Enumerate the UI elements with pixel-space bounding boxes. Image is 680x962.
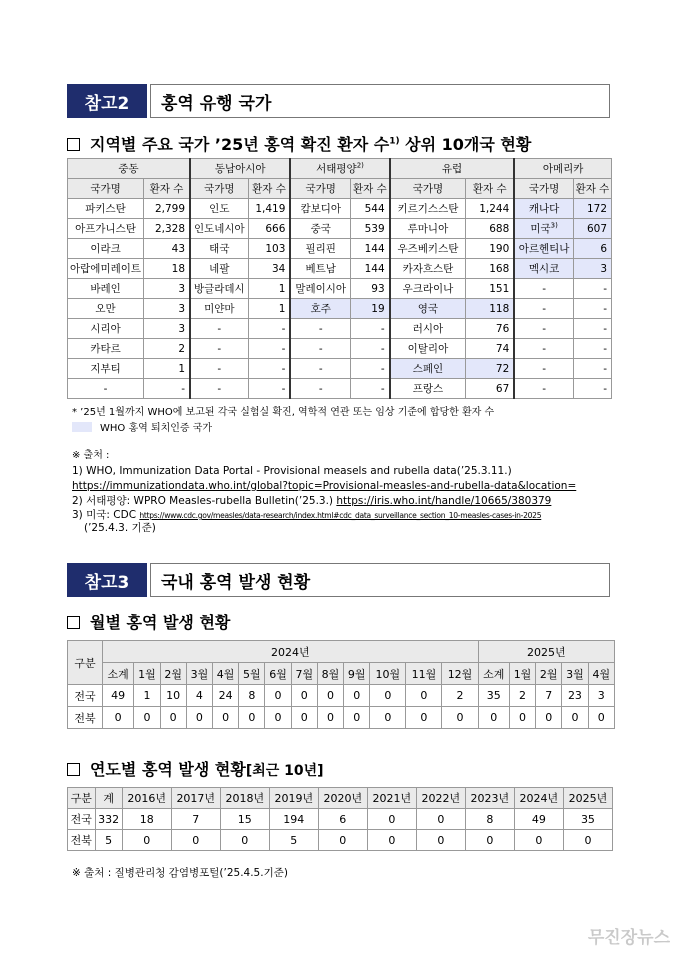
country-name: 필리핀 bbox=[290, 239, 350, 259]
month-header: 9월 bbox=[344, 663, 370, 685]
country-name: 미국$^{3)}$ bbox=[514, 219, 573, 239]
patient-count: 151 bbox=[466, 279, 515, 299]
case-count: 0 bbox=[160, 707, 186, 729]
country-name: 우즈베키스탄 bbox=[390, 239, 466, 259]
case-count: 15 bbox=[220, 809, 269, 830]
case-count: 0 bbox=[344, 707, 370, 729]
country-name: - bbox=[290, 359, 350, 379]
region-label: 전국 bbox=[68, 809, 96, 830]
year-header-row bbox=[68, 641, 615, 663]
case-count: 35 bbox=[563, 809, 612, 830]
country-name: 캐나다 bbox=[514, 199, 573, 219]
region-top10-table bbox=[67, 158, 612, 399]
case-count: 194 bbox=[269, 809, 318, 830]
country-name: 아랍에미레이트 bbox=[68, 259, 144, 279]
year-header: 구분 bbox=[68, 788, 96, 809]
country-name: - bbox=[190, 379, 248, 399]
case-count: 0 bbox=[416, 809, 465, 830]
year-header: 2019년 bbox=[269, 788, 318, 809]
patient-count: 76 bbox=[466, 319, 515, 339]
source-3-url[interactable]: https://www.cdc.gov/measles/data-research/index.html#cdc_data_surveillance_section_10-measles-cases-in-2025 bbox=[139, 511, 542, 520]
patient-count: 118 bbox=[466, 299, 515, 319]
country-name: 스페인 bbox=[390, 359, 466, 379]
case-count: 0 bbox=[317, 685, 343, 707]
table-row bbox=[68, 339, 612, 359]
patient-count: 168 bbox=[466, 259, 515, 279]
country-name: 프랑스 bbox=[390, 379, 466, 399]
case-count: 1 bbox=[134, 685, 160, 707]
source-2-url[interactable]: https://iris.who.int/handle/10665/380379 bbox=[336, 495, 552, 507]
case-count: 18 bbox=[122, 809, 171, 830]
monthly-table bbox=[67, 640, 615, 729]
country-name: - bbox=[514, 379, 573, 399]
patient-count: - bbox=[573, 319, 611, 339]
patient-count: 74 bbox=[466, 339, 515, 359]
patient-count: - bbox=[351, 359, 390, 379]
case-count: 0 bbox=[514, 830, 563, 851]
year-header: 2016년 bbox=[122, 788, 171, 809]
region-header: 서태평양$^{2)}$ bbox=[290, 159, 389, 179]
case-count: 8 bbox=[239, 685, 265, 707]
col-count-header: 환자 수 bbox=[466, 179, 515, 199]
country-name: 캄보디아 bbox=[290, 199, 350, 219]
year-header: 2017년 bbox=[171, 788, 220, 809]
legend-swatch bbox=[72, 422, 92, 432]
country-name: 오만 bbox=[68, 299, 144, 319]
case-count: 0 bbox=[370, 685, 406, 707]
region-label: 전국 bbox=[68, 685, 103, 707]
country-name: - bbox=[514, 359, 573, 379]
source-1-url[interactable]: https://immunizationdata.who.int/global?topic=Provisional-measles-and-rubella-data&location= bbox=[72, 480, 577, 492]
country-name: 호주 bbox=[290, 299, 350, 319]
month-header: 1월 bbox=[134, 663, 160, 685]
table-row bbox=[68, 239, 612, 259]
patient-count: 1 bbox=[248, 299, 290, 319]
patient-count: 3 bbox=[144, 319, 190, 339]
section3-title: 연도별 홍역 발생 현황[최근 10년] bbox=[67, 757, 324, 780]
note-star: * ’25년 1월까지 WHO에 보고된 각국 실험실 확진, 역학적 연관 또는 임상 기준에 합당한 환자 수 bbox=[72, 407, 495, 418]
patient-count: - bbox=[351, 339, 390, 359]
case-count: 0 bbox=[213, 707, 239, 729]
case-count: 0 bbox=[186, 707, 212, 729]
case-count: 0 bbox=[536, 707, 562, 729]
table-row bbox=[68, 830, 613, 851]
table-row bbox=[68, 199, 612, 219]
ref3-title: 국내 홍역 발생 현황 bbox=[150, 563, 610, 597]
case-count: 0 bbox=[171, 830, 220, 851]
region-header: 아메리카 bbox=[514, 159, 611, 179]
country-name: 태국 bbox=[190, 239, 248, 259]
patient-count: 3 bbox=[144, 279, 190, 299]
case-count: 5 bbox=[95, 830, 122, 851]
case-count: 0 bbox=[239, 707, 265, 729]
case-count: 0 bbox=[134, 707, 160, 729]
ref2-title: 홍역 유행 국가 bbox=[150, 84, 610, 118]
month-header: 6월 bbox=[265, 663, 291, 685]
column-header-row bbox=[68, 179, 612, 199]
patient-count: 2,799 bbox=[144, 199, 190, 219]
region-header: 유럽 bbox=[390, 159, 515, 179]
case-count: 0 bbox=[416, 830, 465, 851]
patient-count: 2,328 bbox=[144, 219, 190, 239]
case-count: 0 bbox=[344, 685, 370, 707]
patient-count: - bbox=[248, 319, 290, 339]
col-country-header: 국가명 bbox=[190, 179, 248, 199]
patient-count: 34 bbox=[248, 259, 290, 279]
patient-count: 144 bbox=[351, 239, 390, 259]
country-name: 베트남 bbox=[290, 259, 350, 279]
case-count: 0 bbox=[563, 830, 612, 851]
month-header: 8월 bbox=[317, 663, 343, 685]
patient-count: - bbox=[351, 319, 390, 339]
patient-count: 43 bbox=[144, 239, 190, 259]
country-name: - bbox=[68, 379, 144, 399]
case-count: 23 bbox=[562, 685, 588, 707]
country-name: 말레이시아 bbox=[290, 279, 350, 299]
case-count: 0 bbox=[103, 707, 134, 729]
patient-count: 1 bbox=[144, 359, 190, 379]
patient-count: - bbox=[573, 339, 611, 359]
year-header-row bbox=[68, 788, 613, 809]
year-2024-header: 2024년 bbox=[103, 641, 479, 663]
patient-count: 67 bbox=[466, 379, 515, 399]
patient-count: 144 bbox=[351, 259, 390, 279]
region-header: 동남아시아 bbox=[190, 159, 290, 179]
country-name: 우크라이나 bbox=[390, 279, 466, 299]
patient-count: - bbox=[351, 379, 390, 399]
source-label: ※ 출처 : bbox=[72, 450, 110, 461]
month-header: 10월 bbox=[370, 663, 406, 685]
patient-count: - bbox=[248, 379, 290, 399]
case-count: 332 bbox=[95, 809, 122, 830]
case-count: 5 bbox=[269, 830, 318, 851]
patient-count: 190 bbox=[466, 239, 515, 259]
case-count: 0 bbox=[317, 707, 343, 729]
patient-count: - bbox=[144, 379, 190, 399]
country-name: 파키스탄 bbox=[68, 199, 144, 219]
patient-count: - bbox=[248, 359, 290, 379]
case-count: 35 bbox=[478, 685, 509, 707]
table-row bbox=[68, 809, 613, 830]
ref2-badge: 참고2 bbox=[67, 84, 147, 118]
source-3: 3) 미국: CDC https://www.cdc.gov/measles/data-research/index.html#cdc_data_surveillance_section_10-measles-cases-in-2025 bbox=[72, 509, 542, 521]
case-count: 0 bbox=[588, 707, 614, 729]
case-count: 0 bbox=[478, 707, 509, 729]
case-count: 0 bbox=[265, 685, 291, 707]
case-count: 0 bbox=[220, 830, 269, 851]
source-2: 2) 서태평양: WPRO Measles-rubella Bulletin(’25.3.) https://iris.who.int/handle/10665/380379 bbox=[72, 495, 552, 507]
case-count: 0 bbox=[370, 707, 406, 729]
country-name: 시리아 bbox=[68, 319, 144, 339]
table-row bbox=[68, 259, 612, 279]
case-count: 49 bbox=[514, 809, 563, 830]
country-name: - bbox=[290, 339, 350, 359]
case-count: 7 bbox=[536, 685, 562, 707]
case-count: 0 bbox=[318, 830, 367, 851]
month-header: 소계 bbox=[103, 663, 134, 685]
year-header: 계 bbox=[95, 788, 122, 809]
region-header: 중동 bbox=[68, 159, 191, 179]
ref3-badge: 참고3 bbox=[67, 563, 147, 597]
year-header: 2022년 bbox=[416, 788, 465, 809]
patient-count: 607 bbox=[573, 219, 611, 239]
case-count: 2 bbox=[509, 685, 535, 707]
year-header: 2024년 bbox=[514, 788, 563, 809]
source-3-date: (’25.4.3. 기준) bbox=[84, 522, 156, 534]
country-name: - bbox=[190, 319, 248, 339]
table-row bbox=[68, 379, 612, 399]
country-name: 카타르 bbox=[68, 339, 144, 359]
region-header-row bbox=[68, 159, 612, 179]
case-count: 10 bbox=[160, 685, 186, 707]
year-header: 2023년 bbox=[465, 788, 514, 809]
table-row bbox=[68, 685, 615, 707]
month-header: 7월 bbox=[291, 663, 317, 685]
col-country-header: 국가명 bbox=[514, 179, 573, 199]
section2-title: 월별 홍역 발생 현황 bbox=[67, 610, 230, 633]
case-count: 24 bbox=[213, 685, 239, 707]
patient-count: 103 bbox=[248, 239, 290, 259]
case-count: 0 bbox=[291, 685, 317, 707]
country-name: - bbox=[514, 279, 573, 299]
case-count: 0 bbox=[291, 707, 317, 729]
case-count: 0 bbox=[122, 830, 171, 851]
patient-count: - bbox=[248, 339, 290, 359]
country-name: 중국 bbox=[290, 219, 350, 239]
patient-count: 19 bbox=[351, 299, 390, 319]
country-name: 아프가니스탄 bbox=[68, 219, 144, 239]
case-count: 0 bbox=[265, 707, 291, 729]
country-name: 미얀마 bbox=[190, 299, 248, 319]
case-count: 7 bbox=[171, 809, 220, 830]
patient-count: 72 bbox=[466, 359, 515, 379]
col-count-header: 환자 수 bbox=[248, 179, 290, 199]
country-name: 방글라데시 bbox=[190, 279, 248, 299]
patient-count: - bbox=[573, 279, 611, 299]
table-row bbox=[68, 219, 612, 239]
case-count: 49 bbox=[103, 685, 134, 707]
case-count: 3 bbox=[588, 685, 614, 707]
month-header: 11월 bbox=[406, 663, 442, 685]
checkbox-square-icon bbox=[67, 763, 80, 776]
patient-count: 2 bbox=[144, 339, 190, 359]
month-header: 4월 bbox=[213, 663, 239, 685]
patient-count: 172 bbox=[573, 199, 611, 219]
year-header: 2020년 bbox=[318, 788, 367, 809]
case-count: 2 bbox=[442, 685, 478, 707]
patient-count: 93 bbox=[351, 279, 390, 299]
yearly-table bbox=[67, 787, 613, 851]
country-name: 바레인 bbox=[68, 279, 144, 299]
section1-title: 지역별 주요 국가 ’25년 홍역 확진 환자 수$^{1)}$ 상위 10개국 현황 bbox=[67, 132, 531, 155]
checkbox-square-icon bbox=[67, 138, 80, 151]
patient-count: 1,244 bbox=[466, 199, 515, 219]
col-country-header: 국가명 bbox=[390, 179, 466, 199]
country-name: - bbox=[190, 339, 248, 359]
country-name: - bbox=[290, 379, 350, 399]
country-name: 인도네시아 bbox=[190, 219, 248, 239]
country-name: 키르기스스탄 bbox=[390, 199, 466, 219]
region-label: 전북 bbox=[68, 707, 103, 729]
case-count: 0 bbox=[367, 809, 416, 830]
year-header: 2021년 bbox=[367, 788, 416, 809]
country-name: 러시아 bbox=[390, 319, 466, 339]
table-row bbox=[68, 299, 612, 319]
month-header: 1월 bbox=[509, 663, 535, 685]
month-header-row bbox=[68, 663, 615, 685]
country-name: 카자흐스탄 bbox=[390, 259, 466, 279]
region-label: 전북 bbox=[68, 830, 96, 851]
gubun-header: 구분 bbox=[68, 641, 103, 685]
case-count: 0 bbox=[406, 685, 442, 707]
case-count: 0 bbox=[465, 830, 514, 851]
country-name: 루마니아 bbox=[390, 219, 466, 239]
patient-count: 544 bbox=[351, 199, 390, 219]
country-name: 인도 bbox=[190, 199, 248, 219]
table-row bbox=[68, 279, 612, 299]
patient-count: 539 bbox=[351, 219, 390, 239]
country-name: - bbox=[514, 319, 573, 339]
table-row bbox=[68, 359, 612, 379]
month-header: 5월 bbox=[239, 663, 265, 685]
month-header: 2월 bbox=[536, 663, 562, 685]
month-header: 12월 bbox=[442, 663, 478, 685]
case-count: 0 bbox=[442, 707, 478, 729]
patient-count: 688 bbox=[466, 219, 515, 239]
month-header: 3월 bbox=[186, 663, 212, 685]
patient-count: 666 bbox=[248, 219, 290, 239]
col-country-header: 국가명 bbox=[68, 179, 144, 199]
patient-count: 3 bbox=[144, 299, 190, 319]
year-2025-header: 2025년 bbox=[478, 641, 614, 663]
country-name: 이탈리아 bbox=[390, 339, 466, 359]
source-footer: ※ 출처 : 질병관리청 감염병포털(’25.4.5.기준) bbox=[72, 867, 288, 879]
case-count: 0 bbox=[509, 707, 535, 729]
country-name: 지부티 bbox=[68, 359, 144, 379]
col-count-header: 환자 수 bbox=[144, 179, 190, 199]
country-name: 네팔 bbox=[190, 259, 248, 279]
patient-count: 18 bbox=[144, 259, 190, 279]
watermark-logo: 무진장뉴스 bbox=[587, 928, 670, 948]
patient-count: 1 bbox=[248, 279, 290, 299]
table-row bbox=[68, 319, 612, 339]
country-name: - bbox=[514, 339, 573, 359]
case-count: 4 bbox=[186, 685, 212, 707]
case-count: 0 bbox=[562, 707, 588, 729]
patient-count: 3 bbox=[573, 259, 611, 279]
col-country-header: 국가명 bbox=[290, 179, 350, 199]
country-name: - bbox=[290, 319, 350, 339]
table-row bbox=[68, 707, 615, 729]
case-count: 8 bbox=[465, 809, 514, 830]
month-header: 2월 bbox=[160, 663, 186, 685]
legend: WHO 홍역 퇴치인증 국가 bbox=[72, 419, 212, 434]
case-count: 0 bbox=[367, 830, 416, 851]
case-count: 0 bbox=[406, 707, 442, 729]
patient-count: - bbox=[573, 359, 611, 379]
case-count: 6 bbox=[318, 809, 367, 830]
country-name: - bbox=[190, 359, 248, 379]
patient-count: 1,419 bbox=[248, 199, 290, 219]
patient-count: - bbox=[573, 379, 611, 399]
col-count-header: 환자 수 bbox=[351, 179, 390, 199]
year-header: 2025년 bbox=[563, 788, 612, 809]
country-name: 멕시코 bbox=[514, 259, 573, 279]
patient-count: 6 bbox=[573, 239, 611, 259]
month-header: 소계 bbox=[478, 663, 509, 685]
country-name: - bbox=[514, 299, 573, 319]
country-name: 이라크 bbox=[68, 239, 144, 259]
checkbox-square-icon bbox=[67, 616, 80, 629]
month-header: 4월 bbox=[588, 663, 614, 685]
country-name: 영국 bbox=[390, 299, 466, 319]
source-1: 1) WHO, Immunization Data Portal - Provisional measels and rubella data(’25.3.11.) bbox=[72, 465, 512, 477]
patient-count: - bbox=[573, 299, 611, 319]
year-header: 2018년 bbox=[220, 788, 269, 809]
country-name: 아르헨티나 bbox=[514, 239, 573, 259]
month-header: 3월 bbox=[562, 663, 588, 685]
col-count-header: 환자 수 bbox=[573, 179, 611, 199]
